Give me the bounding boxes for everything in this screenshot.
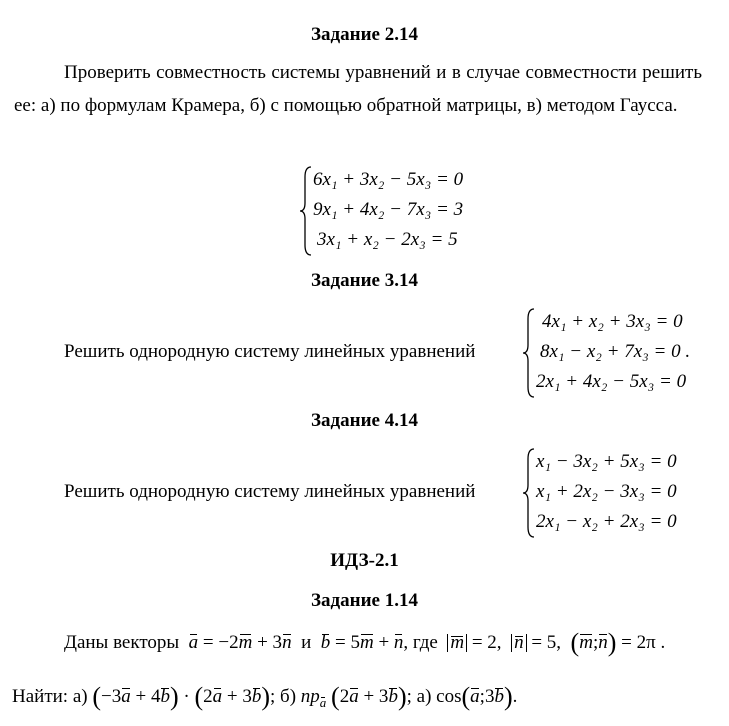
paren-open: ( [92, 682, 102, 711]
cos-label: cos [436, 686, 462, 707]
vector-a: a [349, 686, 359, 707]
coef: + 3 [358, 686, 389, 707]
equation-row: 4x₁ + x₂ + 3x₃ = 0 [542, 311, 683, 332]
paren-open: ( [331, 682, 340, 711]
coef: 2 [339, 686, 350, 707]
paren-close: ) [607, 628, 617, 657]
vector-n: n [282, 632, 292, 653]
coef: 2 [203, 686, 213, 707]
projection-label: пр [300, 686, 320, 707]
find-label: Найти: [12, 686, 69, 707]
coef: −3 [101, 686, 122, 707]
a-expr-mid: + 3 [252, 632, 283, 653]
n-norm-value: = 5, [531, 632, 562, 653]
coef: 3 [484, 686, 495, 707]
task-4-14-text: Решить однородную систему линейных уравнений [64, 481, 476, 502]
vector-n: n [514, 632, 524, 653]
vector-b: b [388, 686, 398, 707]
vector-m: m [238, 632, 253, 653]
equation-row: 2x₁ − x₂ + 2x₃ = 0 [536, 511, 677, 532]
angle-value: = 2π . [621, 632, 666, 653]
vector-b: b [320, 632, 331, 653]
equation-row: 3x₁ + x₂ − 2x₃ = 5 [317, 229, 458, 250]
vector-b: b [160, 686, 170, 707]
find-line: Найти: а) (−3a + 4b) · (2a + 3b); б) $пр_a$ (2a + 3b); а) cos(a;3b). [12, 682, 518, 711]
idz-title: ИДЗ-2.1 [330, 550, 399, 571]
vector-b: b [251, 686, 262, 707]
equation-row: 9x₁ + 4x₂ − 7x₃ = 3 [313, 199, 464, 220]
where-word: , где [403, 632, 438, 653]
find-part-b: ; б) [270, 686, 297, 707]
paren-close: ) [397, 682, 407, 711]
task-2-14-system [299, 165, 479, 257]
task-1-14-title: Задание 1.14 [311, 590, 418, 611]
norm-n [511, 634, 527, 652]
task-3-14-title: Задание 3.14 [311, 270, 418, 291]
paren-close: ) [169, 682, 179, 711]
paren-open: ( [461, 682, 471, 711]
equation-row: 6x₁ + 3x₂ − 5x₃ = 0 [313, 169, 464, 190]
task-2-14-text: Проверить совместность системы уравнений и в случае совместности решить ее: а) по формулам Крамера, б) с помощью обратной матрицы, в) методом Гаусса. [14, 62, 702, 116]
left-brace [522, 307, 536, 399]
vector-a: a [121, 686, 131, 707]
vector-n: n [393, 632, 404, 653]
equation-row: x₁ + 2x₂ − 3x₃ = 0 [536, 481, 677, 502]
vector-a: a [319, 694, 327, 710]
m-norm-value: = 2, [471, 632, 502, 653]
paren-open: ( [194, 682, 204, 711]
given-vectors-line: Даны векторы a = −2m + 3n и b = 5m + n, где m = 2, n = 5, (m;n) = 2π . [64, 628, 666, 657]
equation-row: 8x₁ − x₂ + 7x₃ = 0 . [540, 341, 691, 362]
dot-operator: · [183, 686, 190, 707]
left-brace [299, 165, 313, 257]
task-4-14-system [522, 447, 712, 539]
norm-m [447, 634, 467, 652]
task-3-14-system [522, 307, 712, 399]
task-4-14-title: Задание 4.14 [311, 410, 418, 431]
task-3-14-text: Решить однородную систему линейных уравнений [64, 341, 476, 362]
paren-open: ( [570, 628, 580, 657]
equation-row: x₁ − 3x₂ + 5x₃ = 0 [536, 451, 677, 472]
vector-a: a [470, 686, 480, 707]
vector-a: a [212, 686, 223, 707]
vector-m: m [359, 632, 374, 653]
vector-m: m [450, 632, 465, 653]
task-2-14-title: Задание 2.14 [311, 24, 418, 45]
coef: + 3 [222, 686, 252, 707]
vector-n: n [598, 632, 608, 653]
vector-m: m [579, 632, 593, 653]
paren-close: ) [503, 682, 513, 711]
b-expr-mid: + [373, 632, 394, 653]
find-part-c: ; а) [406, 686, 432, 707]
vector-a: a [188, 632, 199, 653]
vector-b: b [494, 686, 504, 707]
left-brace [522, 447, 536, 539]
coef: + 4 [130, 686, 161, 707]
paren-close: ) [261, 682, 271, 711]
and-word: и [301, 632, 312, 653]
given-label: Даны векторы [64, 632, 180, 653]
a-expr-rhs: = −2 [202, 632, 239, 653]
find-part-a: а) [72, 686, 88, 707]
b-expr-rhs: = 5 [334, 632, 360, 653]
equation-row: 2x₁ + 4x₂ − 5x₃ = 0 [536, 371, 687, 392]
